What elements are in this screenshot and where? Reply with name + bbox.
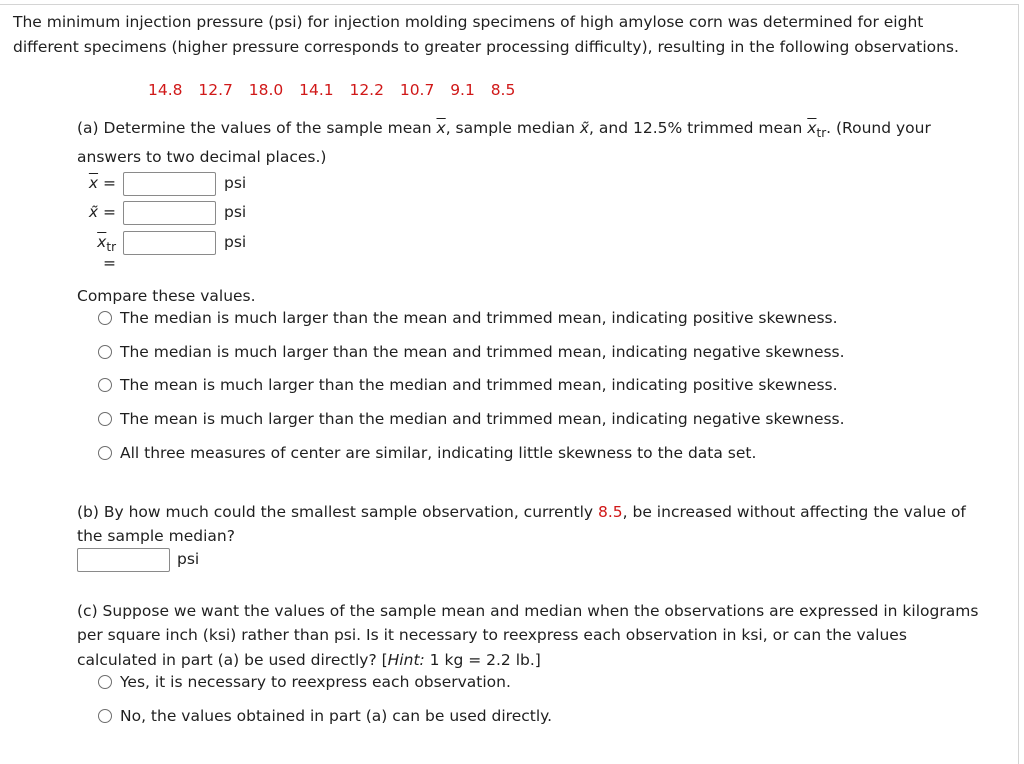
- part-a-question: (a) Determine the values of the sample mean $\overline{x}$, sample median x̃, and 12.5% trimmed mean $\overline{x}_{tr}$. (Round your: [77, 119, 931, 141]
- mean-unit: psi: [224, 174, 247, 192]
- trimmed-mean-unit: psi: [224, 233, 247, 251]
- radio-icon[interactable]: [98, 675, 112, 689]
- radio-icon[interactable]: [98, 311, 112, 325]
- trimmed-mean-symbol: $\overline{x}$: [807, 119, 817, 137]
- compare-prompt: Compare these values.: [77, 287, 256, 305]
- reexpress-option-no[interactable]: No, the values obtained in part (a) can be used directly.: [98, 707, 552, 725]
- radio-icon[interactable]: [98, 709, 112, 723]
- mean-label: $\overline{x}$ =: [88, 174, 116, 192]
- radio-icon[interactable]: [98, 345, 112, 359]
- compare-option-3[interactable]: The mean is much larger than the median and trimmed mean, indicating positive skewness.: [98, 376, 838, 394]
- increase-input[interactable]: [77, 548, 170, 572]
- median-symbol: x̃: [579, 119, 590, 137]
- trimmed-mean-label: $\overline{x}_{tr}$ =: [97, 233, 116, 273]
- intro-line-1: The minimum injection pressure (psi) for injection molding specimens of high amylose corn was determined for eight: [13, 13, 924, 31]
- radio-icon[interactable]: [98, 446, 112, 460]
- compare-option-4[interactable]: The mean is much larger than the median and trimmed mean, indicating negative skewness.: [98, 410, 845, 428]
- part-c-line-2: per square inch (ksi) rather than psi. Is it necessary to reexpress each observation in ksi, or can the values: [77, 626, 907, 644]
- radio-icon[interactable]: [98, 378, 112, 392]
- part-b-question: (b) By how much could the smallest sample observation, currently 8.5, be increased without affecting the value of: [77, 503, 966, 521]
- intro-line-2: different specimens (higher pressure corresponds to greater processing difficulty), resulting in the following observations.: [13, 38, 959, 56]
- smallest-observation-value: 8.5: [598, 503, 623, 521]
- median-label: x̃ =: [88, 203, 116, 221]
- part-b-question-line-2: the sample median?: [77, 527, 235, 545]
- compare-option-5[interactable]: All three measures of center are similar, indicating little skewness to the data set.: [98, 444, 756, 462]
- hint-label: Hint:: [387, 651, 425, 669]
- radio-icon[interactable]: [98, 412, 112, 426]
- median-unit: psi: [224, 203, 247, 221]
- part-c-line-3: calculated in part (a) be used directly? [Hint: 1 kg = 2.2 lb.]: [77, 651, 541, 669]
- mean-symbol: $\overline{x}$: [436, 119, 446, 137]
- reexpress-option-yes[interactable]: Yes, it is necessary to reexpress each observation.: [98, 673, 511, 691]
- median-input[interactable]: [123, 201, 216, 225]
- increase-unit: psi: [177, 550, 200, 568]
- trimmed-mean-input[interactable]: [123, 231, 216, 255]
- mean-input[interactable]: [123, 172, 216, 196]
- compare-option-2[interactable]: The median is much larger than the mean and trimmed mean, indicating negative skewness.: [98, 343, 845, 361]
- part-a-question-line-2: answers to two decimal places.): [77, 148, 327, 166]
- part-c-line-1: (c) Suppose we want the values of the sample mean and median when the observations are expressed in kilograms: [77, 602, 979, 620]
- observations-list: 14.8 12.7 18.0 14.1 12.2 10.7 9.1 8.5: [148, 81, 516, 99]
- compare-option-1[interactable]: The median is much larger than the mean and trimmed mean, indicating positive skewness.: [98, 309, 838, 327]
